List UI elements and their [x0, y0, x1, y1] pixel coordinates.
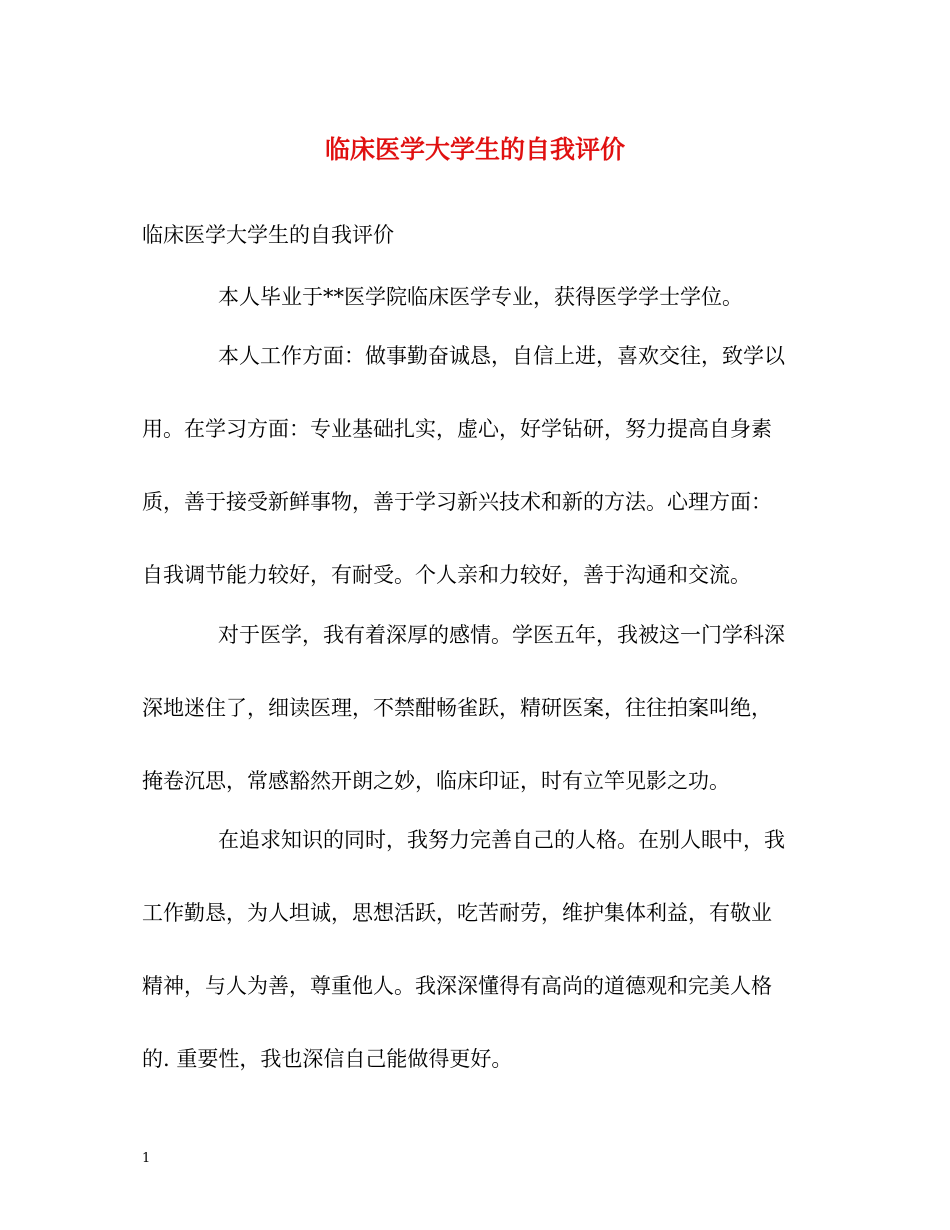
paragraph-line: 掩卷沉思，常感豁然开朗之妙，临床印证，时有立竿见影之功。	[142, 769, 730, 793]
page-number: 1	[142, 1151, 151, 1166]
paragraph-line: 的. 重要性，我也深信自己能做得更好。	[142, 1047, 513, 1071]
paragraph-line: 本人毕业于**医学院临床医学专业，获得医学学士学位。	[218, 285, 743, 309]
paragraph-line: 自我调节能力较好，有耐受。个人亲和力较好，善于沟通和交流。	[142, 563, 751, 587]
paragraph-line: 质，善于接受新鲜事物，善于学习新兴技术和新的方法。心理方面：	[142, 490, 772, 514]
document-title: 临床医学大学生的自我评价	[324, 135, 625, 164]
paragraph-line: 深地迷住了，细读医理，不禁酣畅雀跃，精研医案，往往拍案叫绝，	[142, 696, 772, 720]
paragraph-line: 用。在学习方面：专业基础扎实，虚心，好学钻研，努力提高自身素	[142, 417, 772, 441]
paragraph-line: 精神，与人为善，尊重他人。我深深懂得有高尚的道德观和完美人格	[142, 974, 772, 998]
document-subtitle: 临床医学大学生的自我评价	[142, 223, 394, 247]
paragraph-line: 工作勤恳，为人坦诚，思想活跃，吃苦耐劳，维护集体利益，有敬业	[142, 901, 772, 925]
paragraph-line: 对于医学，我有着深厚的感情。学医五年，我被这一门学科深	[218, 623, 785, 647]
paragraph-line: 本人工作方面：做事勤奋诚恳，自信上进，喜欢交往，致学以	[218, 344, 785, 368]
paragraph-line: 在追求知识的同时，我努力完善自己的人格。在别人眼中，我	[218, 828, 785, 852]
